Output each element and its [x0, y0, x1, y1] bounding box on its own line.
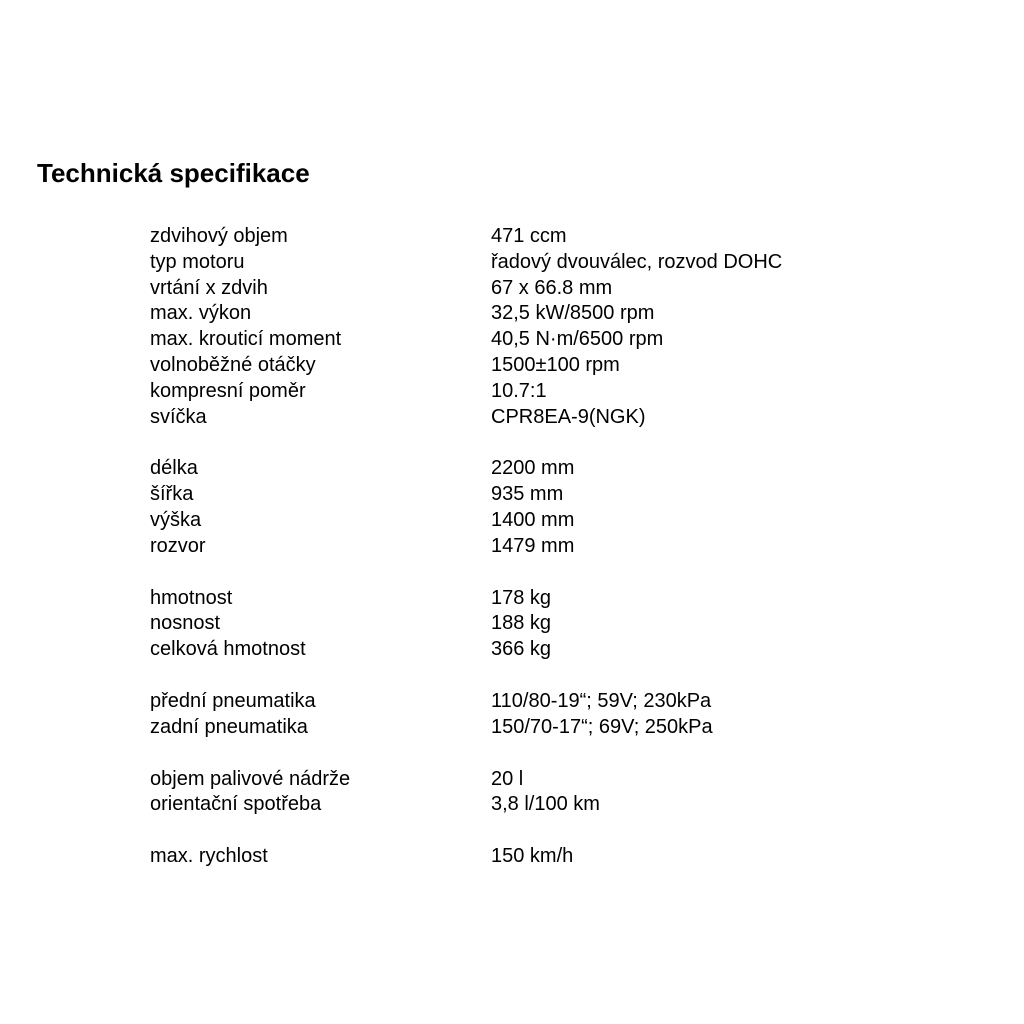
spec-row	[150, 611, 910, 637]
spec-label: nosnost	[150, 612, 221, 635]
spec-label: objem palivové nádrže	[150, 767, 351, 790]
spec-value: 471 ccm	[491, 225, 567, 247]
spec-value: 32,5 kW/8500 rpm	[491, 302, 655, 325]
spec-group-engine	[150, 224, 910, 430]
spec-group-weight	[150, 586, 910, 663]
spec-value: 1400 mm	[491, 508, 575, 531]
spec-value: řadový dvouválec, rozvod DOHC	[491, 250, 783, 273]
spec-value: 20 l	[491, 767, 524, 790]
spec-value: CPR8EA-9(NGK)	[491, 405, 646, 428]
spec-label: kompresní poměr	[150, 379, 306, 402]
spec-table	[150, 224, 910, 896]
spec-row	[150, 276, 910, 302]
spec-value: 1479 mm	[491, 534, 575, 557]
spec-label: max. výkon	[150, 302, 252, 325]
spec-row	[150, 482, 910, 508]
spec-row	[150, 456, 910, 482]
spec-group-tires	[150, 689, 910, 741]
spec-row	[150, 586, 910, 612]
spec-row	[150, 715, 910, 741]
spec-label: zadní pneumatika	[150, 715, 308, 738]
spec-value: 150/70-17“; 69V; 250kPa	[491, 715, 713, 738]
spec-row	[150, 534, 910, 560]
spec-value: 67 x 66.8 mm	[491, 276, 613, 299]
spec-row	[150, 327, 910, 353]
spec-value: 10.7:1	[491, 379, 547, 402]
spec-row	[150, 844, 910, 870]
spec-label: zdvihový objem	[150, 225, 288, 247]
spec-label: vrtání x zdvih	[150, 276, 268, 299]
spec-label: šířka	[150, 483, 194, 506]
spec-value: 935 mm	[491, 483, 564, 506]
spec-row	[150, 301, 910, 327]
spec-row	[150, 508, 910, 534]
page-title: Technická specifikace	[37, 158, 310, 188]
spec-row	[150, 379, 910, 405]
spec-row	[150, 689, 910, 715]
spec-label: hmotnost	[150, 586, 233, 609]
spec-row	[150, 792, 910, 818]
spec-row	[150, 224, 910, 250]
spec-label: výška	[150, 508, 202, 531]
spec-label: rozvor	[150, 534, 206, 557]
spec-label: přední pneumatika	[150, 689, 316, 712]
spec-label: celková hmotnost	[150, 638, 306, 661]
spec-value: 150 km/h	[491, 845, 574, 868]
spec-row	[150, 250, 910, 276]
spec-label: typ motoru	[150, 250, 245, 273]
spec-group-dimensions	[150, 456, 910, 559]
spec-value: 188 kg	[491, 612, 552, 635]
spec-value: 178 kg	[491, 586, 552, 609]
spec-row	[150, 767, 910, 793]
spec-value: 3,8 l/100 km	[491, 793, 600, 816]
spec-value: 366 kg	[491, 638, 552, 661]
spec-value: 110/80-19“; 59V; 230kPa	[491, 689, 712, 712]
spec-label: svíčka	[150, 405, 207, 428]
spec-value: 1500±100 rpm	[491, 353, 620, 376]
spec-group-speed	[150, 844, 910, 870]
spec-row	[150, 353, 910, 379]
spec-value: 2200 mm	[491, 457, 575, 480]
spec-row	[150, 637, 910, 663]
spec-label: max. rychlost	[150, 845, 268, 868]
spec-label: volnoběžné otáčky	[150, 353, 316, 376]
spec-row	[150, 405, 910, 431]
spec-label: délka	[150, 457, 198, 480]
spec-label: max. krouticí moment	[150, 328, 342, 351]
spec-group-fuel	[150, 767, 910, 819]
spec-value: 40,5 N·m/6500 rpm	[491, 328, 664, 351]
spec-label: orientační spotřeba	[150, 793, 322, 816]
